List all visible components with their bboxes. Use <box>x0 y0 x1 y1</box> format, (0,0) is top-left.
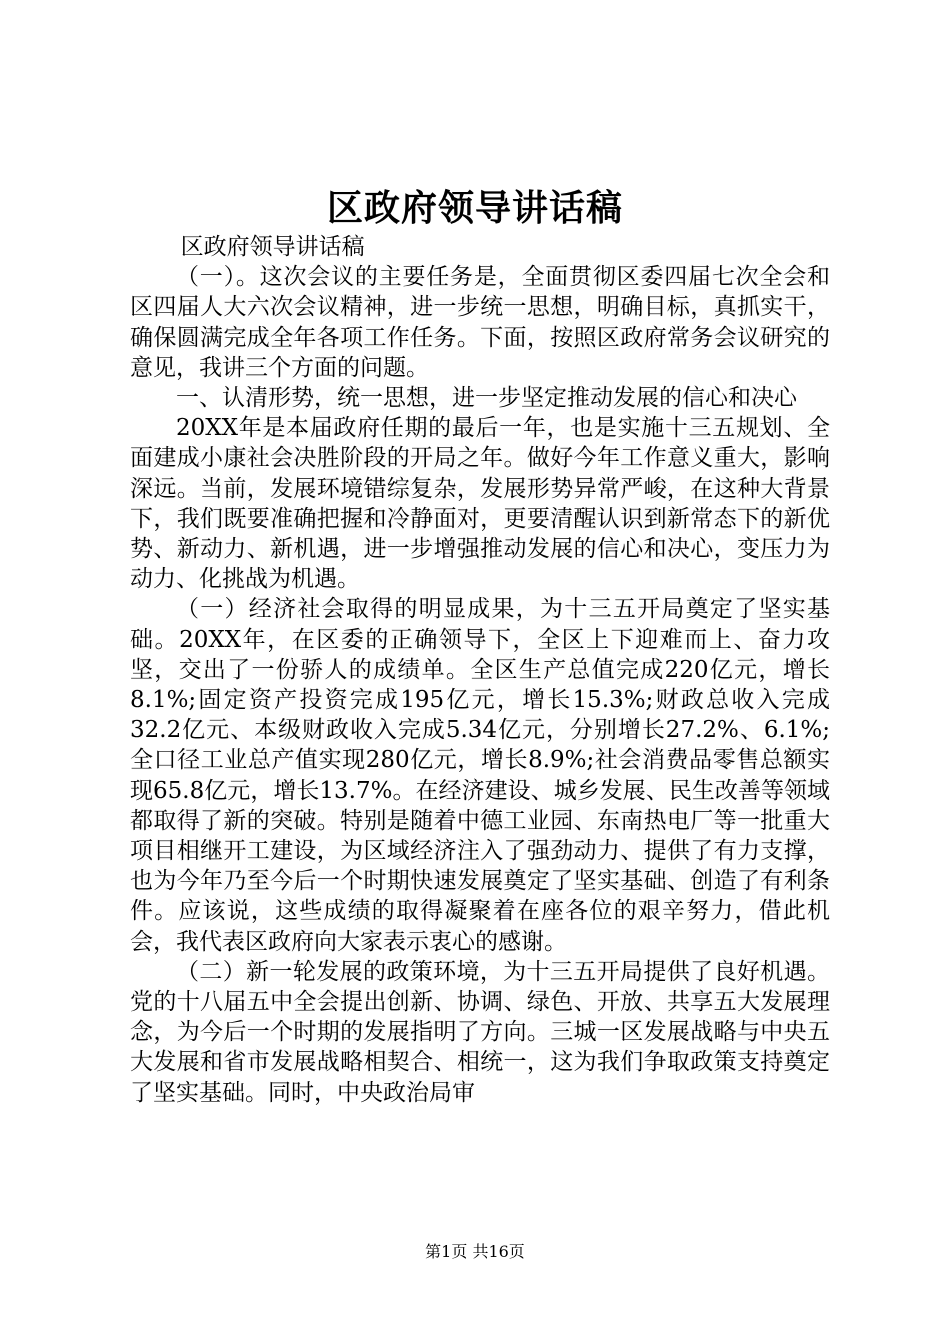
body-paragraph: （一）经济社会取得的明显成果，为十三五开局奠定了坚实基础。20XX年，在区委的正确领导下，全区上下迎难而上、奋力攻坚，交出了一份骄人的成绩单。全区生产总值完成220亿元，增长8.1%;固定资产投资完成195亿元，增长15.3%;财政总收入完成32.2亿元、本级财政收入完成5.34亿元，分别增长27.2%、6.1%;全口径工业总产值实现280亿元，增长8.9%;社会消费品零售总额实现65.8亿元，增长13.7%。在经济建设、城乡发展、民生改善等领域都取得了新的突破。特别是随着中德工业园、东南热电厂等一批重大项目相继开工建设，为区域经济注入了强劲动力、提供了有力支撑，也为今年乃至今后一个时期快速发展奠定了坚实基础、创造了有利条件。应该说，这些成绩的取得凝聚着在座各位的艰辛努力，借此机会，我代表区政府向大家表示衷心的感谢。 <box>130 596 830 955</box>
document-title: 区政府领导讲话稿 <box>326 187 623 229</box>
body-paragraph: 20XX年是本届政府任期的最后一年，也是实施十三五规划、全面建成小康社会决胜阶段的开局之年。做好今年工作意义重大，影响深远。当前，发展环境错综复杂，发展形势异常严峻，在这种大背景下，我们既要准确把握和冷静面对，更要清醒认识到新常态下的新优势、新动力、新机遇，进一步增强推动发展的信心和决心，变压力为动力、化挑战为机遇。 <box>130 415 830 593</box>
document-body <box>130 232 830 1108</box>
section-heading: 一、认清形势，统一思想，进一步坚定推动发展的信心和决心 <box>176 385 797 412</box>
page-footer <box>0 1237 950 1267</box>
page-number: 第1页 共16页 <box>425 1242 525 1261</box>
body-paragraph: （二）新一轮发展的政策环境，为十三五开局提供了良好机遇。党的十八届五中全会提出创新、协调、绿色、开放、共享五大发展理念，为今后一个时期的发展指明了方向。三城一区发展战略与中央五大发展和省市发展战略相契合、相统一，这为我们争取政策支持奠定了坚实基础。同时，中央政治局审 <box>130 958 830 1106</box>
body-paragraph: （一）。这次会议的主要任务是，全面贯彻区委四届七次全会和区四届人大六次会议精神，进一步统一思想，明确目标，真抓实干，确保圆满完成全年各项工作任务。下面，按照区政府常务会议研究的意见，我讲三个方面的问题。 <box>130 264 830 381</box>
body-paragraph: 区政府领导讲话稿 <box>180 234 365 260</box>
